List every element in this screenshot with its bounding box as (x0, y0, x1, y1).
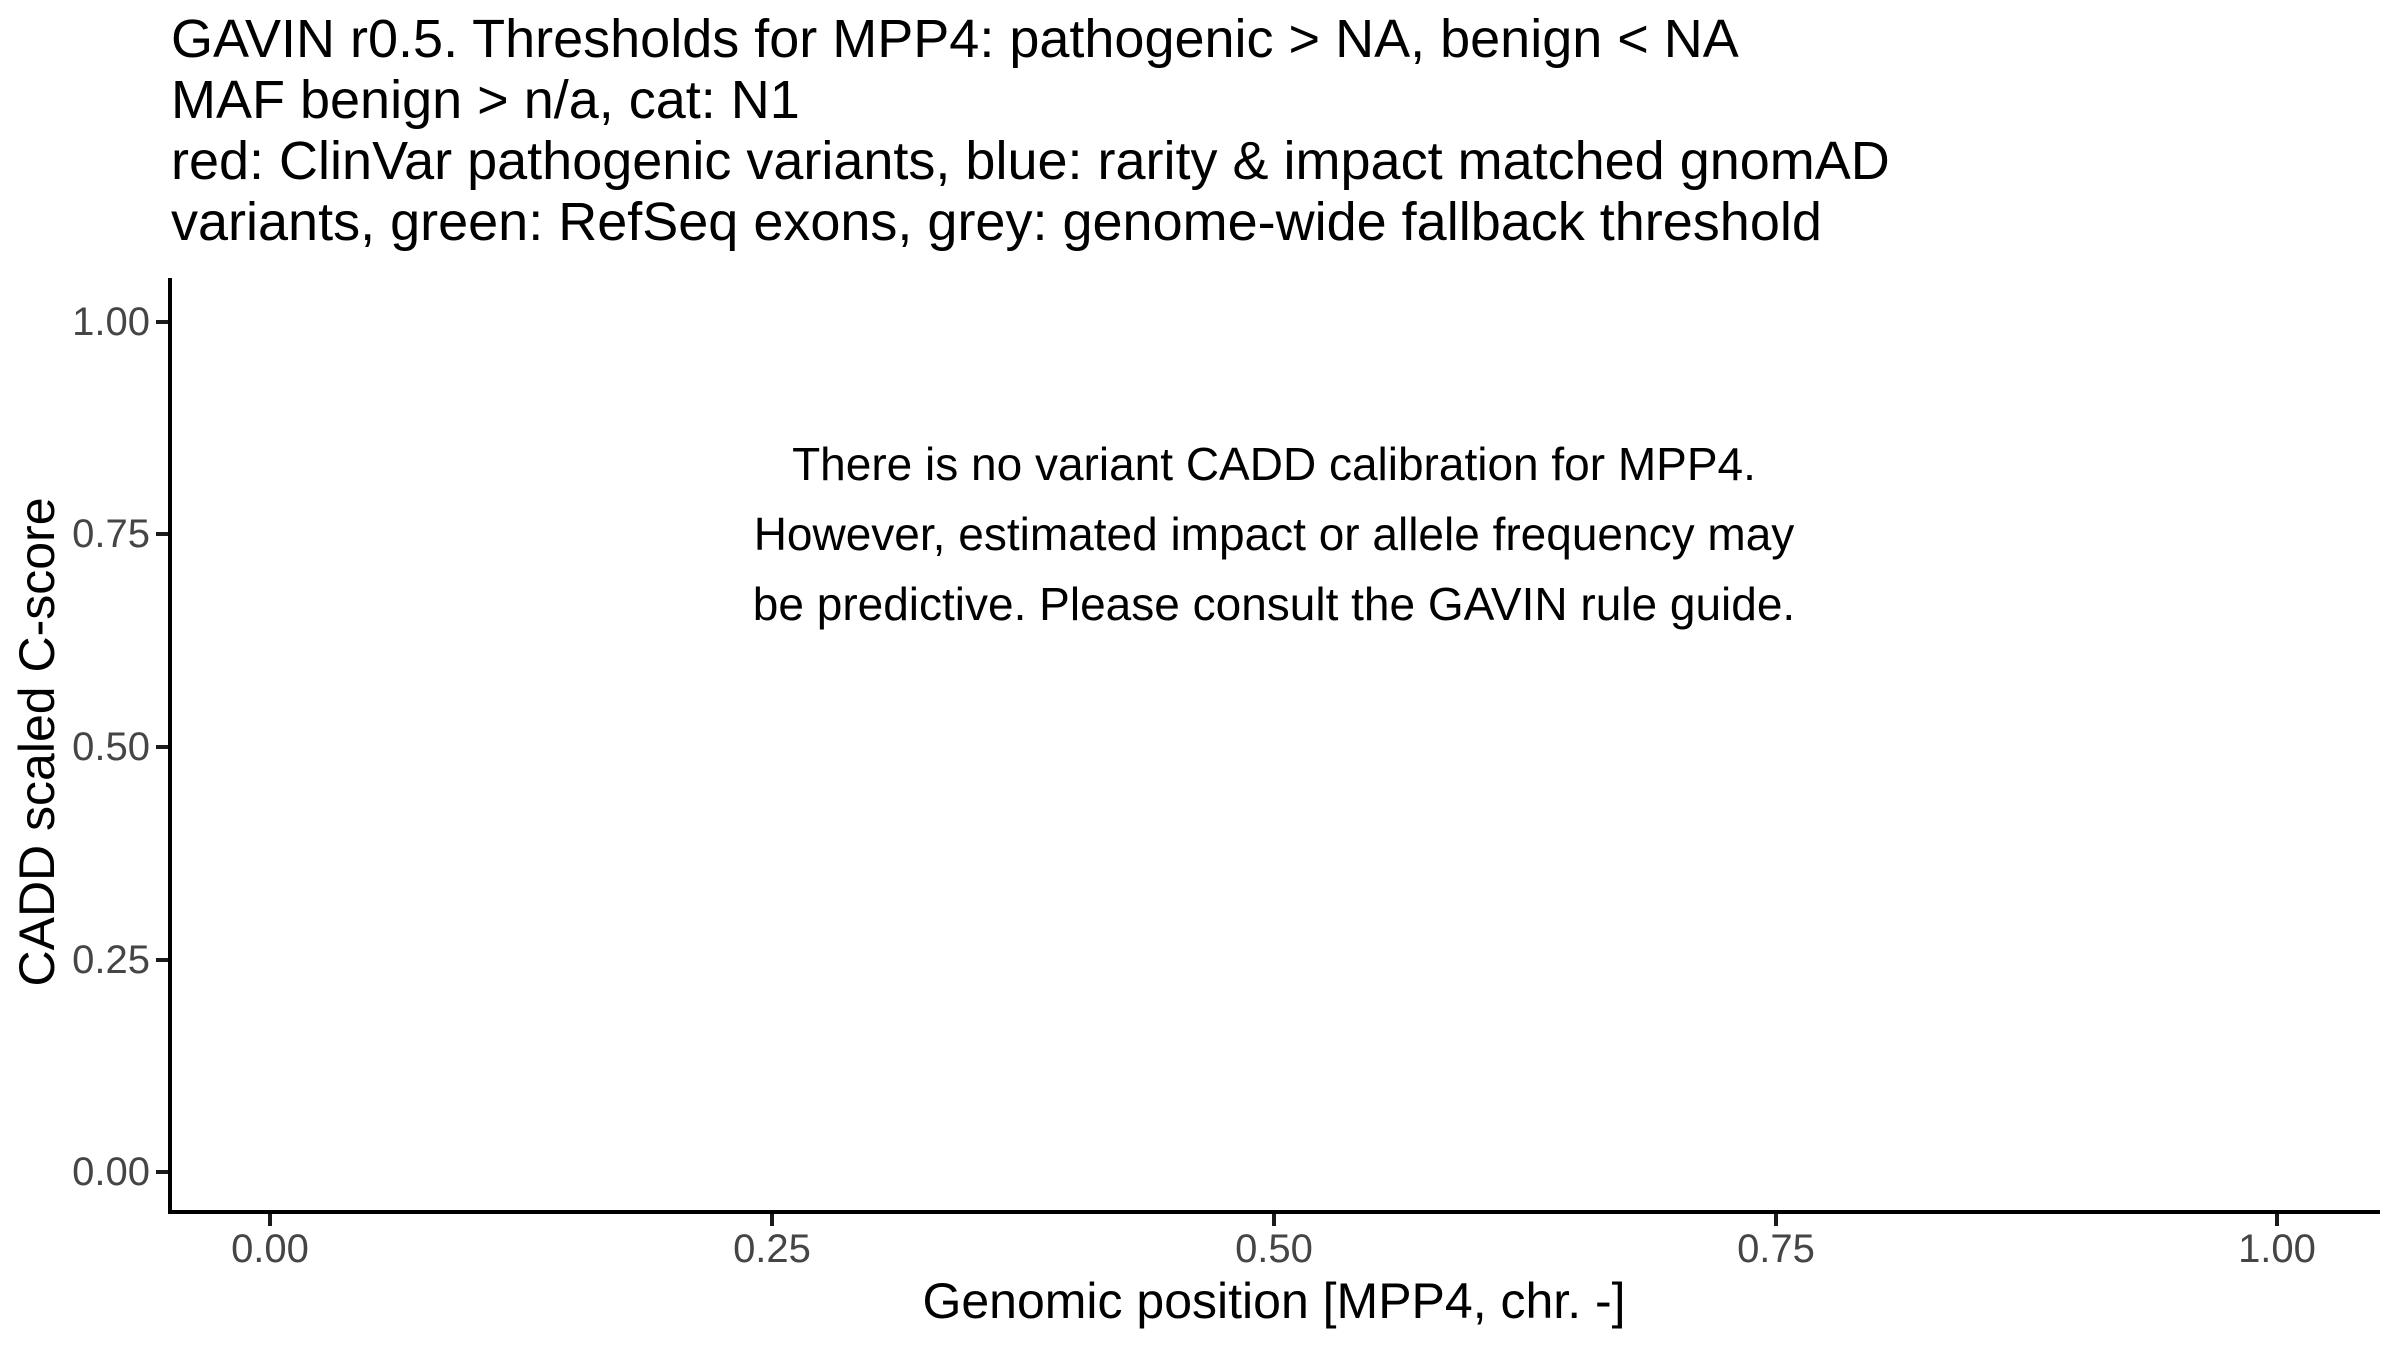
no-calibration-message (168, 429, 2380, 639)
x-axis-title: Genomic position [MPP4, chr. -] (922, 1273, 1626, 1329)
y-tick-label: 0.00 (72, 1150, 150, 1194)
y-tick-label: 0.75 (72, 512, 150, 556)
y-axis-line (168, 278, 172, 1214)
x-tick-mark (1774, 1214, 1778, 1226)
no-calibration-message-line-3: be predictive. Please consult the GAVIN rule guide. (752, 578, 1796, 630)
y-tick-label: 0.25 (72, 938, 150, 982)
y-tick-mark (156, 1170, 168, 1174)
y-tick-mark (156, 958, 168, 962)
y-tick-mark (156, 320, 168, 324)
x-tick-label: 0.25 (733, 1227, 811, 1271)
x-tick-mark (1272, 1214, 1276, 1226)
x-tick-label: 1.00 (2238, 1227, 2316, 1271)
plot-title (171, 9, 1890, 253)
y-tick-mark (156, 532, 168, 536)
y-axis-title: CADD scaled C-score (9, 497, 65, 987)
no-calibration-message-line-1: There is no variant CADD calibration for MPP4. (792, 438, 1756, 490)
y-tick-mark (156, 745, 168, 749)
x-tick-mark (2275, 1214, 2279, 1226)
x-tick-mark (770, 1214, 774, 1226)
y-tick-label: 1.00 (72, 300, 150, 344)
y-tick-label: 0.50 (72, 725, 150, 769)
plot-title-line-4: variants, green: RefSeq exons, grey: genome-wide fallback threshold (171, 192, 1822, 252)
plot-title-line-3: red: ClinVar pathogenic variants, blue: rarity & impact matched gnomAD (171, 131, 1890, 191)
x-tick-mark (268, 1214, 272, 1226)
x-tick-label: 0.75 (1737, 1227, 1815, 1271)
plot-title-line-1: GAVIN r0.5. Thresholds for MPP4: pathogenic > NA, benign < NA (171, 9, 1739, 69)
x-tick-label: 0.00 (231, 1227, 309, 1271)
x-tick-label: 0.50 (1235, 1227, 1313, 1271)
no-calibration-message-line-2: However, estimated impact or allele frequency may (753, 508, 1795, 560)
plot-title-line-2: MAF benign > n/a, cat: N1 (171, 70, 800, 130)
